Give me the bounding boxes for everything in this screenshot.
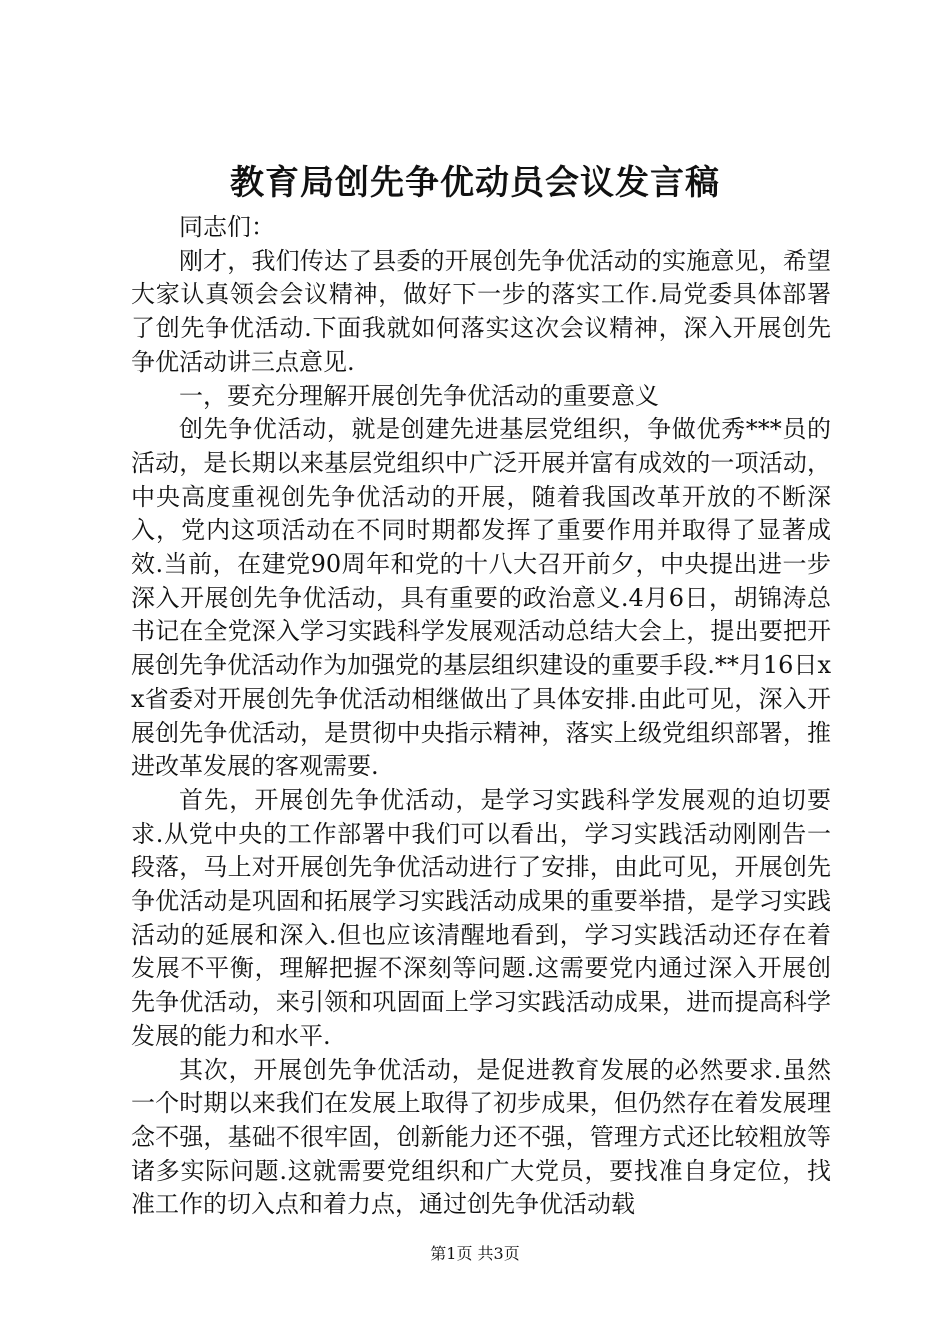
document-title: 教育局创先争优动员会议发言稿 — [230, 163, 720, 203]
section-heading-1: 一，要充分理解开展创先争优活动的重要意义 — [179, 381, 659, 410]
salutation-paragraph: 同志们： — [179, 213, 275, 241]
intro-paragraph: 刚才，我们传达了县委的开展创先争优活动的实施意见，希望大家认真领会会议精神，做好下一步的落实工作.局党委具体部署了创先争优活动.下面我就如何落实这次会议精神，深入开展创先争优活动讲三点意见. — [131, 246, 831, 376]
body-paragraph: 其次，开展创先争优活动，是促进教育发展的必然要求.虽然一个时期以来我们在发展上取得了初步成果，但仍然存在着发展理念不强，基础不很牢固，创新能力还不强，管理方式还比较粗放等诸多实际问题.这就需要党组织和广大党员，要找准自身定位，找准工作的切入点和着力点，通过创先争优活动载 — [131, 1055, 831, 1219]
body-paragraph: 创先争优活动，就是创建先进基层党组织，争做优秀***员的活动，是长期以来基层党组织中广泛开展并富有成效的一项活动，中央高度重视创先争优活动的开展，随着我国改革开放的不断深入，党内这项活动在不同时期都发挥了重要作用并取得了显著成效.当前，在建党90周年和党的十八大召开前夕，中央提出进一步深入开展创先争优活动，具有重要的政治意义.4月6日，胡锦涛总书记在全党深入学习实践科学发展观活动总结大会上，提出要把开展创先争优活动作为加强党的基层组织建设的重要手段.**月16日xx省委对开展创先争优活动相继做出了具体安排.由此可见，深入开展创先争优活动，是贯彻中央指示精神，落实上级党组织部署，推进改革发展的客观需要. — [131, 415, 831, 781]
document-body — [131, 211, 831, 1222]
body-paragraph: 首先，开展创先争优活动，是学习实践科学发展观的迫切要求.从党中央的工作部署中我们可以看出，学习实践活动刚刚告一段落，马上对开展创先争优活动进行了安排，由此可见，开展创先争优活动是巩固和拓展学习实践活动成果的重要举措，是学习实践活动的延展和深入.但也应该清醒地看到，学习实践活动还存在着发展不平衡，理解把握不深刻等问题.这需要党内通过深入开展创先争优活动，来引领和巩固面上学习实践活动成果，进而提高科学发展的能力和水平. — [131, 785, 831, 1050]
page-number-footer: 第1页 共3页 — [430, 1244, 520, 1263]
